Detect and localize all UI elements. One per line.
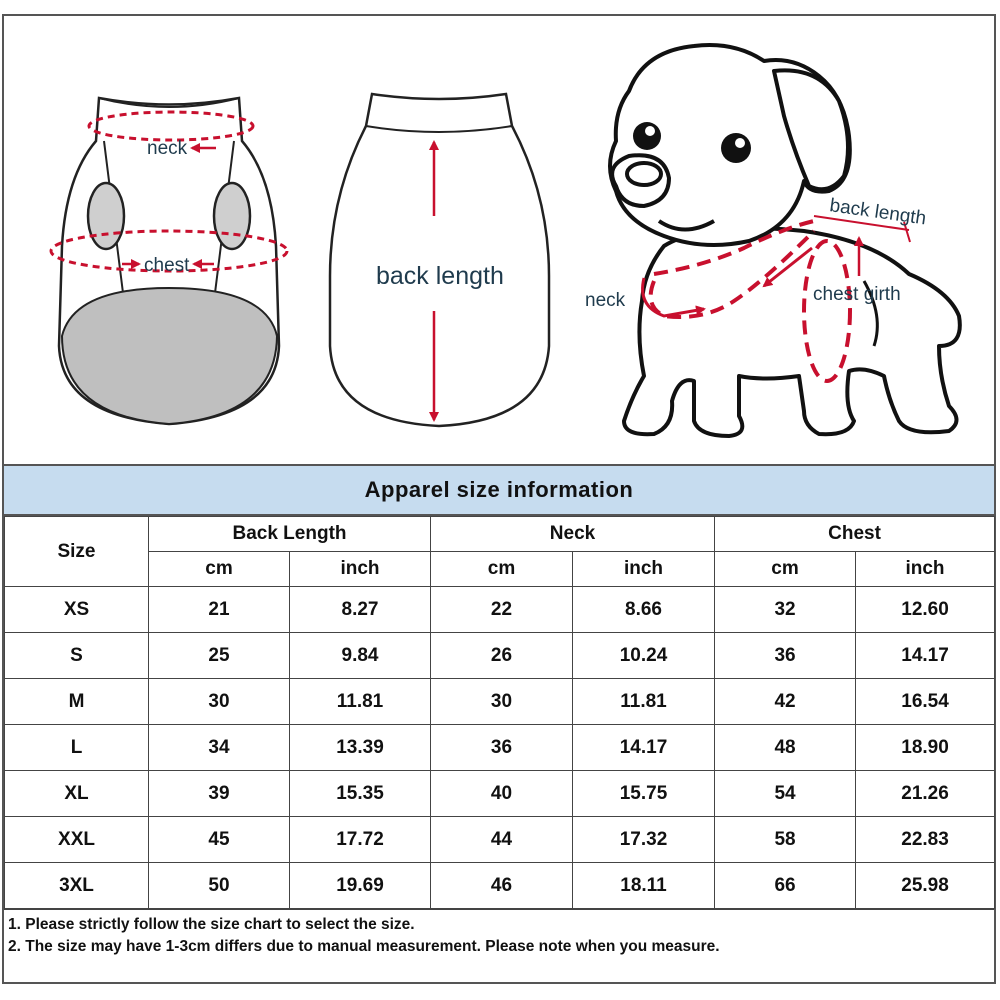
table-cell: 17.72 — [290, 817, 431, 863]
size-cell: 3XL — [5, 863, 149, 909]
dog-diagram — [610, 45, 960, 436]
table-cell: 18.90 — [856, 725, 995, 771]
table-cell: 50 — [149, 863, 290, 909]
table-cell: 25.98 — [856, 863, 995, 909]
vest-back-body — [330, 94, 549, 426]
size-table-area — [4, 464, 994, 969]
note-line: 2. The size may have 1-3cm differs due to manual measurement. Please note when you measure. — [8, 938, 720, 955]
size-cell: XS — [5, 587, 149, 633]
table-cell: 21.26 — [856, 771, 995, 817]
table-cell: 58 — [715, 817, 856, 863]
table-cell: 15.35 — [290, 771, 431, 817]
table-cell: 14.17 — [573, 725, 715, 771]
table-cell: 46 — [431, 863, 573, 909]
unit-header: cm — [149, 552, 290, 587]
table-cell: 22.83 — [856, 817, 995, 863]
table-cell: 19.69 — [290, 863, 431, 909]
table-cell: 22 — [431, 587, 573, 633]
unit-header-row — [5, 552, 995, 587]
dog-body — [624, 228, 960, 436]
vest-front-diagram — [51, 98, 287, 424]
table-cell: 14.17 — [856, 633, 995, 679]
size-chart-frame — [2, 14, 996, 984]
table-cell: 9.84 — [290, 633, 431, 679]
size-table — [4, 516, 995, 909]
dog-back-length-label: back length — [828, 195, 928, 230]
group-header-back-length: Back Length — [149, 517, 431, 552]
table-cell: 39 — [149, 771, 290, 817]
table-cell: 8.27 — [290, 587, 431, 633]
size-cell: XXL — [5, 817, 149, 863]
armhole-right — [214, 183, 250, 249]
vest-back-length-label: back length — [376, 262, 504, 290]
vest-neck-label: neck — [147, 138, 188, 159]
table-cell: 13.39 — [290, 725, 431, 771]
table-cell: 36 — [715, 633, 856, 679]
vest-back-diagram — [330, 94, 549, 426]
table-cell: 44 — [431, 817, 573, 863]
size-cell: S — [5, 633, 149, 679]
table-cell: 21 — [149, 587, 290, 633]
table-row — [5, 817, 995, 863]
group-header-chest: Chest — [715, 517, 995, 552]
note-line: 1. Please strictly follow the size chart to select the size. — [8, 916, 415, 933]
dog-neck-label: neck — [585, 290, 626, 311]
table-cell: 32 — [715, 587, 856, 633]
table-cell: 54 — [715, 771, 856, 817]
table-cell: 12.60 — [856, 587, 995, 633]
size-cell: XL — [5, 771, 149, 817]
dog-chest-girth-label: chest girth — [813, 284, 901, 305]
size-header: Size — [5, 517, 149, 587]
table-cell: 16.54 — [856, 679, 995, 725]
table-row — [5, 633, 995, 679]
table-cell: 48 — [715, 725, 856, 771]
vest-chest-label: chest — [144, 255, 190, 276]
unit-header: inch — [573, 552, 715, 587]
illustration-svg — [4, 16, 994, 464]
table-cell: 18.11 — [573, 863, 715, 909]
table-cell: 11.81 — [573, 679, 715, 725]
table-cell: 11.81 — [290, 679, 431, 725]
table-cell: 40 — [431, 771, 573, 817]
table-cell: 45 — [149, 817, 290, 863]
unit-header: inch — [856, 552, 995, 587]
table-cell: 36 — [431, 725, 573, 771]
table-cell: 17.32 — [573, 817, 715, 863]
table-title: Apparel size information — [4, 464, 994, 516]
dog-eye-left — [633, 122, 661, 150]
size-notes — [4, 909, 994, 969]
group-header-neck: Neck — [431, 517, 715, 552]
table-cell: 42 — [715, 679, 856, 725]
group-header-row — [5, 517, 995, 552]
measurement-illustrations — [4, 16, 994, 464]
dog-eye-right — [721, 133, 751, 163]
table-cell: 30 — [431, 679, 573, 725]
table-cell: 10.24 — [573, 633, 715, 679]
dog-nose — [627, 163, 661, 185]
table-cell: 15.75 — [573, 771, 715, 817]
table-cell: 25 — [149, 633, 290, 679]
table-row — [5, 863, 995, 909]
unit-header: cm — [715, 552, 856, 587]
table-row — [5, 679, 995, 725]
size-cell: M — [5, 679, 149, 725]
table-row — [5, 771, 995, 817]
unit-header: cm — [431, 552, 573, 587]
armhole-left — [88, 183, 124, 249]
table-cell: 34 — [149, 725, 290, 771]
table-row — [5, 725, 995, 771]
table-cell: 26 — [431, 633, 573, 679]
table-row — [5, 587, 995, 633]
size-cell: L — [5, 725, 149, 771]
unit-header: inch — [290, 552, 431, 587]
table-cell: 30 — [149, 679, 290, 725]
table-cell: 66 — [715, 863, 856, 909]
table-cell: 8.66 — [573, 587, 715, 633]
